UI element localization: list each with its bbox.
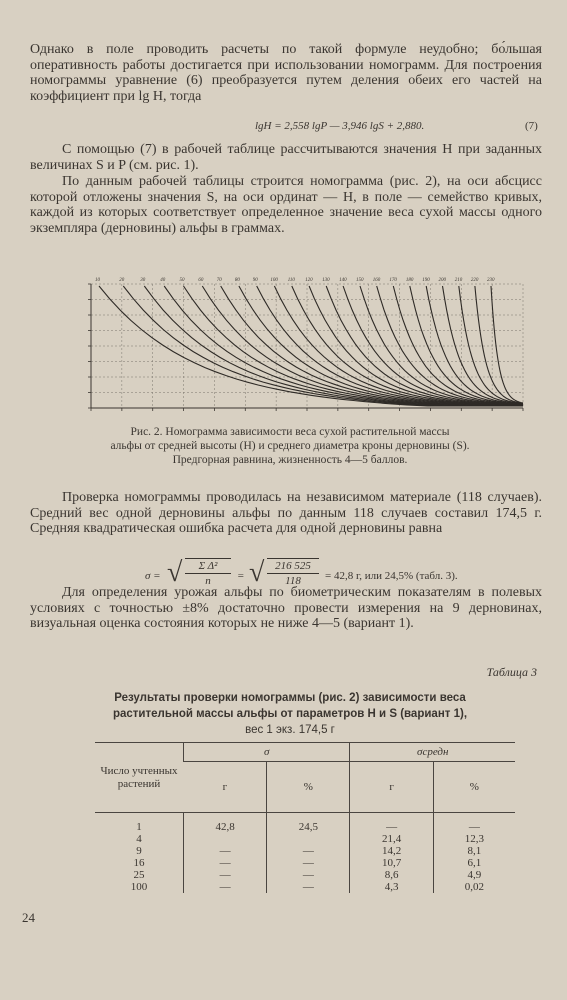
nomogram-curve	[491, 286, 523, 403]
table-cell-s-pct: —	[267, 857, 350, 869]
table-cell-s-pct: 24,5	[267, 813, 350, 834]
table-row	[95, 881, 515, 893]
table-cell-sm-pct: —	[433, 813, 515, 834]
table-cell-sm-g: 10,7	[350, 857, 433, 869]
sub-header-pct-1: %	[267, 762, 350, 813]
curve-label: 190	[422, 278, 430, 283]
paragraph-5: Для определения урожая альфы по биометрическим показателям в полевых условиях с точностью ±8% достаточно провести измерения на 9 дерновинах, визуальная оценка состояния которых не ниже 4—5 (вариант 1).	[30, 585, 542, 631]
formula-num-1: Σ Δ²	[185, 559, 231, 574]
nomogram-curve-labels	[95, 278, 495, 283]
caption-line-3: Предгорная равнина, жизненность 4—5 баллов.	[172, 454, 408, 466]
table-cell-sm-pct: 0,02	[433, 881, 515, 893]
nomogram-curve	[426, 286, 523, 404]
curve-label: 180	[405, 278, 414, 283]
curve-label: 90	[252, 278, 258, 283]
figure-caption	[60, 425, 520, 467]
curve-label: 140	[339, 278, 347, 283]
curve-label: 120	[305, 278, 313, 283]
table-cell-s-g: —	[184, 857, 267, 869]
table-row	[95, 833, 515, 845]
curve-label: 70	[216, 278, 222, 283]
table-cell-n: 100	[130, 881, 148, 893]
table-cell-sm-g: 4,3	[350, 881, 433, 893]
radical-2: √	[249, 557, 265, 588]
curve-label: 170	[389, 278, 397, 283]
curve-label: 20	[119, 278, 125, 283]
table-title-line-2: растительной массы альфы от параметров H и S (вариант 1),	[112, 708, 468, 720]
table-cell-s-g: 42,8	[184, 813, 267, 834]
table-cell-n: 25	[133, 869, 145, 881]
curve-label: 150	[355, 278, 364, 283]
curve-label: 30	[140, 278, 146, 283]
curve-label: 40	[160, 278, 166, 283]
sub-header-g-1: г	[184, 762, 267, 813]
formula-eq: =	[237, 570, 245, 582]
table-title-line-3: вес 1 экз. 174,5 г	[245, 724, 335, 736]
curve-label: 220	[470, 278, 479, 283]
table-cell-s-pct: —	[267, 881, 350, 893]
table-number: Таблица 3	[486, 665, 537, 679]
table-row	[95, 813, 515, 834]
curve-label: 10	[95, 278, 100, 283]
table-cell-sm-pct: 12,3	[433, 833, 515, 845]
formula-lhs: σ =	[145, 570, 161, 582]
paragraph-3: По данным рабочей таблицы строится номограмма (рис. 2), на оси абсцисс которой отложены значения S, на оси ординат — H, в поле — семейство кривых, каждой из которых соответствует определенное значение веса сухой массы одного экземпляра (дерновины) альфы в граммах.	[30, 174, 542, 236]
formula-7: lgH = 2,558 lgP — 3,946 lgS + 2,880.	[255, 120, 425, 132]
caption-line-1: Рис. 2. Номограмма зависимости веса сухой растительной массы	[130, 426, 450, 438]
page-number: 24	[22, 910, 35, 925]
table-cell-s-pct: —	[267, 845, 350, 857]
nomogram-curve	[459, 286, 523, 404]
curve-label: 100	[270, 278, 278, 283]
table-cell-sm-pct: 8,1	[433, 845, 515, 857]
table-cell-n: 4	[136, 833, 142, 845]
table-cell-s-pct: —	[267, 869, 350, 881]
table-cell-s-g: —	[184, 869, 267, 881]
curve-label: 230	[487, 278, 495, 283]
table-cell-sm-g: 14,2	[350, 845, 433, 857]
radical-1: √	[167, 557, 183, 588]
caption-line-2: альфы от средней высоты (H) и среднего диаметра кроны дерновины (S).	[110, 440, 470, 452]
table-cell-sm-pct: 4,9	[433, 869, 515, 881]
col-header-plants: Число учтенных растений	[95, 743, 184, 813]
sub-header-pct-2: %	[433, 762, 515, 813]
table-cell-sm-pct: 6,1	[433, 857, 515, 869]
table-title	[60, 690, 520, 738]
table-cell-sm-g: 21,4	[350, 833, 433, 845]
col-header-sigma: σ	[184, 743, 350, 762]
table-row	[95, 857, 515, 869]
table-cell-s-pct	[267, 833, 350, 845]
results-table	[95, 742, 515, 893]
formula-den-2: 118	[285, 575, 301, 587]
nomogram-curve	[475, 286, 523, 403]
table-cell-sm-g: 8,6	[350, 869, 433, 881]
curve-label: 200	[438, 278, 447, 283]
table-cell-s-g: —	[184, 845, 267, 857]
table-cell-n: 1	[136, 821, 142, 833]
curve-label: 130	[322, 278, 330, 283]
sub-header-g-2: г	[350, 762, 433, 813]
table-cell-n: 9	[136, 845, 142, 857]
nomogram-curve	[202, 286, 523, 406]
formula-den-1: n	[205, 575, 211, 587]
table-title-line-1: Результаты проверки номограммы (рис. 2) зависимости веса	[114, 692, 466, 704]
curve-label: 60	[198, 278, 204, 283]
paragraph-1: Однако в поле проводить расчеты по такой формуле неудобно; бо́льшая оперативность работы достигается при использовании номограмм. Для построения номограммы уравнение (6) преобразуется путем деления обеих его частей на коэффициент при lg H, тогда	[30, 42, 542, 104]
table-row	[95, 845, 515, 857]
curve-label: 80	[234, 278, 240, 283]
table-cell-s-g	[184, 833, 267, 845]
table-row	[95, 869, 515, 881]
paragraph-2: С помощью (7) в рабочей таблице рассчитываются значения H при заданных величинах S и P (см. рис. 1).	[30, 142, 542, 173]
curve-label: 210	[454, 278, 463, 283]
table-cell-n: 16	[133, 857, 145, 869]
curve-label: 110	[287, 278, 295, 283]
curve-label: 160	[372, 278, 381, 283]
paragraph-4: Проверка номограммы проводилась на независимом материале (118 случаев). Средний вес одной дерновины альфы по данным 118 случаев составил 174,5 г. Средняя квадратическая ошибка расчета для одной дерновины равна	[30, 490, 542, 536]
table-cell-s-g: —	[184, 881, 267, 893]
formula-7-number: (7)	[525, 120, 538, 132]
nomogram-figure	[55, 270, 535, 420]
curve-label: 50	[179, 278, 185, 283]
col-header-sigma-mean: σсредн	[350, 743, 515, 762]
formula-num-2: 216 525	[267, 559, 319, 574]
table-cell-sm-g: —	[350, 813, 433, 834]
formula-result: = 42,8 г, или 24,5% (табл. 3).	[325, 570, 458, 582]
